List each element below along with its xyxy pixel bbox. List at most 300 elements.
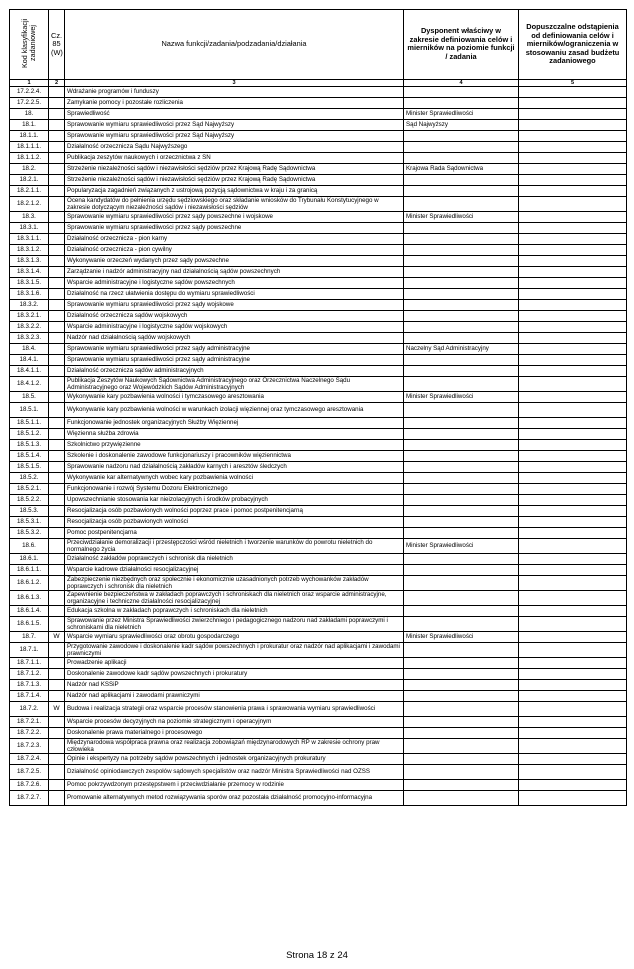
row-name: Działalność orzecznicza sądów wojskowych (65, 310, 404, 321)
row-disponent (404, 376, 519, 391)
row-cz (49, 738, 65, 753)
row-disponent: Naczelny Sąd Administracyjny (404, 343, 519, 354)
row-disponent (404, 494, 519, 505)
row-code: 18.7.2. (10, 701, 49, 716)
row-disponent (404, 472, 519, 483)
table-row (10, 764, 627, 779)
row-code: 18.5.1.2. (10, 428, 49, 439)
row-code: 18. (10, 108, 49, 119)
row-disponent (404, 97, 519, 108)
row-name: Doskonalenie prawa materialnego i procesowego (65, 727, 404, 738)
row-name: Wsparcie procesów decyzyjnych na poziomie strategicznym i operacyjnym (65, 716, 404, 727)
header-disponent: Dysponent właściwy w zakresie definiowania celów i mierników na poziomie funkcji / zadania (404, 10, 519, 80)
row-cz (49, 391, 65, 402)
row-code: 18.3.1.1. (10, 233, 49, 244)
row-deviations (519, 642, 627, 657)
table-row (10, 185, 627, 196)
row-disponent: Minister Sprawiedliwości (404, 211, 519, 222)
row-name: Szkolnictwo przywięzienne (65, 439, 404, 450)
row-deviations (519, 417, 627, 428)
row-cz (49, 310, 65, 321)
page-footer: Strona 18 z 24 (286, 950, 348, 961)
row-deviations (519, 288, 627, 299)
table-row (10, 701, 627, 716)
row-code: 18.1.1.2. (10, 152, 49, 163)
row-deviations (519, 690, 627, 701)
row-name: Sprawiedliwość (65, 108, 404, 119)
row-deviations (519, 174, 627, 185)
row-disponent (404, 185, 519, 196)
column-number: 4 (404, 79, 519, 86)
row-disponent (404, 299, 519, 310)
table-row (10, 494, 627, 505)
row-name: Działalność orzecznicza - pion cywilny (65, 244, 404, 255)
row-cz (49, 222, 65, 233)
row-name: Działalność opiniodawczych zespołów sądowych specjalistów oraz nadzór Ministra Sprawiedliwości nad OZSS (65, 764, 404, 779)
row-deviations (519, 108, 627, 119)
row-cz (49, 196, 65, 211)
row-cz (49, 657, 65, 668)
row-code: 18.5. (10, 391, 49, 402)
row-code: 18.7. (10, 631, 49, 642)
table-row (10, 564, 627, 575)
row-disponent (404, 668, 519, 679)
row-disponent (404, 738, 519, 753)
row-name: Zarządzanie i nadzór administracyjny nad działalnością sądów powszechnych (65, 266, 404, 277)
row-deviations (519, 211, 627, 222)
row-disponent (404, 266, 519, 277)
row-name: Sprawowanie wymiaru sprawiedliwości przez sądy administracyjne (65, 343, 404, 354)
row-code: 18.5.1.5. (10, 461, 49, 472)
row-code: 18.1.1.1. (10, 141, 49, 152)
table-row (10, 255, 627, 266)
row-disponent (404, 417, 519, 428)
table-row (10, 439, 627, 450)
row-deviations (519, 222, 627, 233)
table-row (10, 354, 627, 365)
row-name: Zamykanie pomocy i pozostałe rozliczenia (65, 97, 404, 108)
table-row (10, 233, 627, 244)
row-cz (49, 130, 65, 141)
row-name: Pomoc pokrzywdzonym przestępstwem i przeciwdziałanie przemocy w rodzinie (65, 779, 404, 790)
table-row (10, 222, 627, 233)
row-disponent (404, 483, 519, 494)
row-disponent (404, 310, 519, 321)
row-cz (49, 450, 65, 461)
row-cz (49, 483, 65, 494)
table-row (10, 575, 627, 590)
row-disponent (404, 277, 519, 288)
row-code: 18.5.3.2. (10, 527, 49, 538)
row-disponent (404, 690, 519, 701)
table-row (10, 365, 627, 376)
row-cz (49, 288, 65, 299)
row-name: Wsparcie administracyjne i logistyczne sądów wojskowych (65, 321, 404, 332)
row-deviations (519, 790, 627, 805)
table-row (10, 679, 627, 690)
table-row (10, 716, 627, 727)
row-name: Sprawowanie nadzoru nad działalnością zakładów karnych i aresztów śledczych (65, 461, 404, 472)
row-code: 18.6.1.5. (10, 616, 49, 631)
row-code: 18.7.2.6. (10, 779, 49, 790)
row-cz (49, 616, 65, 631)
row-deviations (519, 679, 627, 690)
header-row (10, 10, 627, 80)
row-cz (49, 277, 65, 288)
row-name: Zabezpieczenie niezbędnych oraz społecznie i ekonomicznie uzasadnionych potrzeb wychowanków zakładów poprawczych i schronisk dla nieletnich (65, 575, 404, 590)
row-name: Przeciwdziałanie demoralizacji i przestępczości wśród nieletnich i tworzenie warunków do powrotu nieletnich do normalnego życia (65, 538, 404, 553)
row-name: Publikacja Zeszytów Naukowych Sądownictwa Administracyjnego oraz Orzecznictwa Naczelnego Sądu Administracyjnego oraz Wojewódzkich Sądów Administracyjnych (65, 376, 404, 391)
row-code: 18.3.1.6. (10, 288, 49, 299)
header-name: Nazwa funkcji/zadania/podzadania/działania (65, 10, 404, 80)
row-code: 18.7.2.5. (10, 764, 49, 779)
table-row (10, 288, 627, 299)
row-disponent (404, 657, 519, 668)
row-cz (49, 152, 65, 163)
row-disponent (404, 402, 519, 417)
row-deviations (519, 738, 627, 753)
column-number: 2 (49, 79, 65, 86)
row-cz (49, 727, 65, 738)
row-deviations (519, 701, 627, 716)
row-deviations (519, 266, 627, 277)
row-cz (49, 472, 65, 483)
row-name: Sprawowanie wymiaru sprawiedliwości przez sądy wojskowe (65, 299, 404, 310)
row-disponent (404, 428, 519, 439)
table-row (10, 391, 627, 402)
table-row (10, 657, 627, 668)
row-disponent (404, 354, 519, 365)
row-name: Nadzór nad KSSiP (65, 679, 404, 690)
row-disponent (404, 233, 519, 244)
row-cz (49, 211, 65, 222)
row-name: Promowanie alternatywnych metod rozwiązywania sporów oraz pozostała działalność promocyjno-informacyjna (65, 790, 404, 805)
row-disponent (404, 516, 519, 527)
row-deviations (519, 152, 627, 163)
row-name: Prowadzenie aplikacji (65, 657, 404, 668)
table-row (10, 727, 627, 738)
row-code: 18.5.3. (10, 505, 49, 516)
row-cz (49, 461, 65, 472)
row-code: 18.7.2.2. (10, 727, 49, 738)
row-deviations (519, 391, 627, 402)
row-name: Międzynarodowa współpraca prawna oraz realizacja zobowiązań międzynarodowych RP w zakresie ochrony praw człowieka (65, 738, 404, 753)
row-cz (49, 332, 65, 343)
row-deviations (519, 354, 627, 365)
row-cz (49, 299, 65, 310)
row-deviations (519, 450, 627, 461)
row-cz (49, 376, 65, 391)
row-name: Doskonalenie zawodowe kadr sądów powszechnych i prokuratury (65, 668, 404, 679)
row-code: 18.6.1.3. (10, 590, 49, 605)
row-name: Wsparcie wymiaru sprawiedliwości oraz obrotu gospodarczego (65, 631, 404, 642)
table-row (10, 516, 627, 527)
row-name: Działalność orzecznicza Sądu Najwyższego (65, 141, 404, 152)
row-deviations (519, 764, 627, 779)
table-row (10, 505, 627, 516)
row-cz (49, 516, 65, 527)
row-deviations (519, 779, 627, 790)
row-name: Nadzór nad działalnością sądów wojskowych (65, 332, 404, 343)
row-code: 18.3.2. (10, 299, 49, 310)
table-row (10, 277, 627, 288)
row-cz (49, 716, 65, 727)
row-cz (49, 365, 65, 376)
row-code: 18.6.1.1. (10, 564, 49, 575)
row-deviations (519, 668, 627, 679)
row-name: Działalność orzecznicza sądów administracyjnych (65, 365, 404, 376)
row-name: Wykonywanie orzeczeń wydanych przez sądy powszechne (65, 255, 404, 266)
table-row (10, 130, 627, 141)
row-deviations (519, 130, 627, 141)
row-disponent (404, 701, 519, 716)
row-disponent (404, 527, 519, 538)
table-row (10, 152, 627, 163)
row-cz (49, 505, 65, 516)
row-code: 18.7.2.7. (10, 790, 49, 805)
table-row (10, 108, 627, 119)
row-disponent (404, 575, 519, 590)
row-code: 18.1.1. (10, 130, 49, 141)
header-cz: Cz. 85 (W) (49, 10, 65, 80)
row-code: 18.5.2. (10, 472, 49, 483)
table-row (10, 753, 627, 764)
row-name: Wykonywanie kary pozbawienia wolności i tymczasowego aresztowania (65, 391, 404, 402)
table-row (10, 483, 627, 494)
row-cz (49, 343, 65, 354)
row-code: 18.3.1. (10, 222, 49, 233)
header-code-label: Kod klasyfikacji zadaniowej (20, 18, 37, 68)
row-disponent (404, 365, 519, 376)
row-name: Pomoc postpenitencjarna (65, 527, 404, 538)
row-code: 18.5.3.1. (10, 516, 49, 527)
row-code: 18.6. (10, 538, 49, 553)
row-cz (49, 538, 65, 553)
row-name: Sprawowanie wymiaru sprawiedliwości przez sądy powszechne (65, 222, 404, 233)
row-deviations (519, 299, 627, 310)
row-name: Szkolenie i doskonalenie zawodowe funkcjonariuszy i pracowników więziennictwa (65, 450, 404, 461)
row-cz (49, 553, 65, 564)
row-name: Strzeżenie niezależności sądów i niezawisłości sędziów przez Krajową Radę Sądownictwa (65, 163, 404, 174)
row-name: Wsparcie kadrowe działalności resocjalizacyjnej (65, 564, 404, 575)
row-disponent: Minister Sprawiedliwości (404, 108, 519, 119)
row-cz (49, 779, 65, 790)
row-deviations (519, 185, 627, 196)
row-cz (49, 605, 65, 616)
row-code: 18.4. (10, 343, 49, 354)
row-name: Działalność zakładów poprawczych i schronisk dla nieletnich (65, 553, 404, 564)
row-deviations (519, 255, 627, 266)
row-code: 18.6.1. (10, 553, 49, 564)
table-row (10, 605, 627, 616)
row-deviations (519, 402, 627, 417)
row-cz (49, 97, 65, 108)
row-disponent (404, 753, 519, 764)
row-name: Sprawowanie wymiaru sprawiedliwości przez sądy powszechne i wojskowe (65, 211, 404, 222)
row-code: 18.4.1. (10, 354, 49, 365)
row-code: 18.2.1.1. (10, 185, 49, 196)
table-row (10, 174, 627, 185)
row-cz (49, 255, 65, 266)
row-name: Wykonywanie kary pozbawienia wolności w warunkach izolacji więziennej oraz tymczasowego aresztowania (65, 402, 404, 417)
row-code: 18.3.2.3. (10, 332, 49, 343)
row-name: Sprawowanie wymiaru sprawiedliwości przez Sąd Najwyższy (65, 119, 404, 130)
column-number-row (10, 79, 627, 86)
row-code: 18.7.2.1. (10, 716, 49, 727)
table-row (10, 97, 627, 108)
row-disponent (404, 141, 519, 152)
row-deviations (519, 119, 627, 130)
table-row (10, 538, 627, 553)
row-deviations (519, 564, 627, 575)
row-code: 18.5.1.3. (10, 439, 49, 450)
row-disponent (404, 244, 519, 255)
row-cz (49, 679, 65, 690)
row-disponent: Sąd Najwyższy (404, 119, 519, 130)
row-code: 18.5.2.1. (10, 483, 49, 494)
row-code: 18.6.1.4. (10, 605, 49, 616)
row-name: Sprawowanie wymiaru sprawiedliwości przez sądy administracyjne (65, 354, 404, 365)
table-row (10, 343, 627, 354)
row-disponent (404, 727, 519, 738)
row-name: Więzienna służba zdrowia (65, 428, 404, 439)
row-deviations (519, 343, 627, 354)
row-name: Zapewnienie bezpieczeństwa w zakładach poprawczych i schroniskach dla nieletnich oraz wsparcie administracyjne, organizacyjne i techniczne działalności resocjalizacyjnej (65, 590, 404, 605)
row-code: 18.5.1.4. (10, 450, 49, 461)
table-row (10, 119, 627, 130)
table-row (10, 141, 627, 152)
table-body (10, 86, 627, 805)
row-disponent (404, 716, 519, 727)
header-code (10, 10, 49, 80)
row-code: 18.2. (10, 163, 49, 174)
row-disponent (404, 288, 519, 299)
row-disponent (404, 439, 519, 450)
row-code: 17.2.2.4. (10, 86, 49, 97)
row-code: 18.1. (10, 119, 49, 130)
row-cz (49, 690, 65, 701)
table-row (10, 472, 627, 483)
row-name: Przygotowanie zawodowe i doskonalenie kadr sądów powszechnych i prokuratur oraz nadzór nad aplikacjami i zawodami prawniczymi (65, 642, 404, 657)
row-code: 18.3.1.5. (10, 277, 49, 288)
row-name: Opinie i ekspertyzy na potrzeby sądów powszechnych i jednostek organizacyjnych prokuratury (65, 753, 404, 764)
row-deviations (519, 321, 627, 332)
table-row (10, 321, 627, 332)
row-deviations (519, 86, 627, 97)
table-row (10, 163, 627, 174)
row-disponent (404, 255, 519, 266)
row-disponent (404, 616, 519, 631)
row-code: 18.3. (10, 211, 49, 222)
row-deviations (519, 310, 627, 321)
row-disponent: Minister Sprawiedliwości (404, 391, 519, 402)
table-row (10, 738, 627, 753)
row-cz (49, 108, 65, 119)
row-code: 18.7.1. (10, 642, 49, 657)
row-cz (49, 642, 65, 657)
table-row (10, 461, 627, 472)
row-deviations (519, 657, 627, 668)
row-cz (49, 174, 65, 185)
row-disponent (404, 642, 519, 657)
row-name: Wdrażanie programów i funduszy (65, 86, 404, 97)
row-cz (49, 790, 65, 805)
row-cz (49, 494, 65, 505)
row-deviations (519, 631, 627, 642)
row-code: 18.7.1.4. (10, 690, 49, 701)
row-name: Funkcjonowanie jednostek organizacyjnych Służby Więziennej (65, 417, 404, 428)
row-disponent (404, 790, 519, 805)
row-name: Nadzór nad aplikacjami i zawodami prawniczymi (65, 690, 404, 701)
row-code: 18.7.2.4. (10, 753, 49, 764)
row-deviations (519, 538, 627, 553)
row-code: 18.3.1.2. (10, 244, 49, 255)
row-cz (49, 354, 65, 365)
row-code: 18.6.1.2. (10, 575, 49, 590)
row-cz (49, 86, 65, 97)
row-deviations (519, 439, 627, 450)
row-deviations (519, 277, 627, 288)
row-code: 18.3.2.2. (10, 321, 49, 332)
row-code: 18.3.2.1. (10, 310, 49, 321)
row-deviations (519, 483, 627, 494)
row-disponent (404, 152, 519, 163)
row-code: 18.4.1.1. (10, 365, 49, 376)
row-disponent (404, 86, 519, 97)
row-cz (49, 590, 65, 605)
header-deviations: Dopuszczalne odstąpienia od definiowania celów i mierników/ograniczenia w stosowaniu zasad budżetu zadaniowego (519, 10, 627, 80)
table-row (10, 450, 627, 461)
row-cz (49, 527, 65, 538)
table-row (10, 244, 627, 255)
row-cz (49, 402, 65, 417)
row-code: 18.7.1.1. (10, 657, 49, 668)
row-cz (49, 266, 65, 277)
row-code: 18.3.1.3. (10, 255, 49, 266)
row-deviations (519, 590, 627, 605)
row-name: Edukacja szkolna w zakładach poprawczych i schroniskach dla nieletnich (65, 605, 404, 616)
table-row (10, 690, 627, 701)
column-number: 3 (65, 79, 404, 86)
row-deviations (519, 97, 627, 108)
column-number: 1 (10, 79, 49, 86)
row-code: 18.5.1. (10, 402, 49, 417)
row-cz (49, 141, 65, 152)
row-deviations (519, 332, 627, 343)
table-row (10, 527, 627, 538)
table-row (10, 376, 627, 391)
row-disponent (404, 130, 519, 141)
row-deviations (519, 141, 627, 152)
row-disponent (404, 332, 519, 343)
row-deviations (519, 716, 627, 727)
row-disponent (404, 461, 519, 472)
classification-table (9, 9, 627, 806)
row-deviations (519, 505, 627, 516)
table-row (10, 668, 627, 679)
row-name: Budowa i realizacja strategii oraz wsparcie procesów stanowienia prawa i sprawowania wymiaru sprawiedliwości (65, 701, 404, 716)
row-deviations (519, 244, 627, 255)
row-deviations (519, 727, 627, 738)
row-disponent (404, 222, 519, 233)
row-name: Ocena kandydatów do pełnienia urzędu sędziowskiego oraz składanie wniosków do Trybunału Konstytucyjnego w zakresie dotyczącym niezależności sądów i niezawisłości sędziów (65, 196, 404, 211)
row-deviations (519, 163, 627, 174)
row-code: 18.5.1.1. (10, 417, 49, 428)
row-cz (49, 575, 65, 590)
row-cz (49, 119, 65, 130)
row-deviations (519, 428, 627, 439)
table-row (10, 790, 627, 805)
